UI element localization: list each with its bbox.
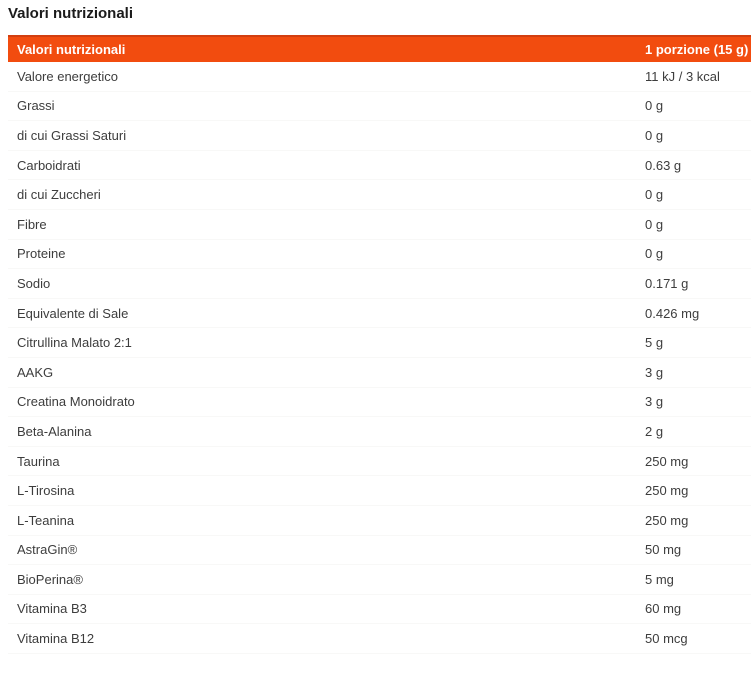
table-row: [8, 476, 751, 506]
nutrient-label: L-Tirosina: [17, 483, 75, 499]
nutrient-value: 250 mg: [645, 483, 689, 499]
table-row: [8, 417, 751, 447]
nutrient-value: 5 g: [645, 335, 664, 351]
table-header-label: Valori nutrizionali: [17, 42, 126, 57]
page-title: Valori nutrizionali: [8, 5, 134, 22]
table-row: [8, 62, 751, 92]
table-row: [8, 595, 751, 625]
nutrient-value: 250 mg: [645, 512, 689, 528]
nutrient-label: Carboidrati: [17, 157, 81, 173]
nutrient-label: Proteine: [17, 246, 66, 262]
nutrient-label: Grassi: [17, 98, 55, 114]
table-row: [8, 210, 751, 240]
nutrient-label: Fibre: [17, 216, 47, 232]
nutrient-label: BioPerina®: [17, 571, 83, 587]
nutrient-value: 0 g: [645, 216, 664, 232]
nutrient-label: Citrullina Malato 2:1: [17, 335, 132, 351]
table-row: [8, 180, 751, 210]
table-row: [8, 151, 751, 181]
nutrient-value: 11 kJ / 3 kcal: [645, 68, 720, 84]
table-row: [8, 92, 751, 122]
nutrient-label: Creatina Monoidrato: [17, 394, 135, 410]
nutrient-label: Beta-Alanina: [17, 423, 92, 439]
table-row: [8, 624, 751, 654]
nutrient-label: AstraGin®: [17, 542, 78, 558]
nutrient-label: L-Teanina: [17, 512, 75, 528]
nutrient-value: 3 g: [645, 364, 664, 380]
nutrition-table: [8, 35, 751, 654]
table-header-serving: 1 porzione (15 g): [645, 42, 749, 57]
table-row: [8, 536, 751, 566]
table-row: [8, 506, 751, 536]
nutrient-value: 50 mg: [645, 542, 682, 558]
nutrient-label: di cui Zuccheri: [17, 187, 101, 203]
nutrient-value: 50 mcg: [645, 631, 688, 647]
nutrient-value: 0.426 mg: [645, 305, 700, 321]
table-row: [8, 447, 751, 477]
nutrient-value: 250 mg: [645, 453, 689, 469]
nutrient-value: 2 g: [645, 423, 664, 439]
nutrient-label: Vitamina B3: [17, 601, 87, 617]
table-row: [8, 358, 751, 388]
nutrient-label: Sodio: [17, 275, 51, 291]
nutrient-value: 5 mg: [645, 571, 674, 587]
table-body: [8, 62, 751, 654]
table-header-row: [8, 35, 751, 62]
nutrient-label: Valore energetico: [17, 68, 118, 84]
nutrient-label: Equivalente di Sale: [17, 305, 129, 321]
nutrient-label: di cui Grassi Saturi: [17, 127, 127, 143]
nutrient-value: 0 g: [645, 98, 664, 114]
table-row: [8, 121, 751, 151]
nutrient-value: 0 g: [645, 246, 664, 262]
nutrient-label: Taurina: [17, 453, 60, 469]
nutrient-label: Vitamina B12: [17, 631, 95, 647]
nutrient-value: 0 g: [645, 187, 664, 203]
table-row: [8, 565, 751, 595]
table-row: [8, 328, 751, 358]
nutrient-value: 0.171 g: [645, 275, 689, 291]
nutrient-label: AAKG: [17, 364, 54, 380]
table-row: [8, 240, 751, 270]
nutrient-value: 0 g: [645, 127, 664, 143]
table-row: [8, 269, 751, 299]
table-row: [8, 299, 751, 329]
nutrient-value: 60 mg: [645, 601, 682, 617]
nutrient-value: 3 g: [645, 394, 664, 410]
table-row: [8, 388, 751, 418]
nutrient-value: 0.63 g: [645, 157, 682, 173]
